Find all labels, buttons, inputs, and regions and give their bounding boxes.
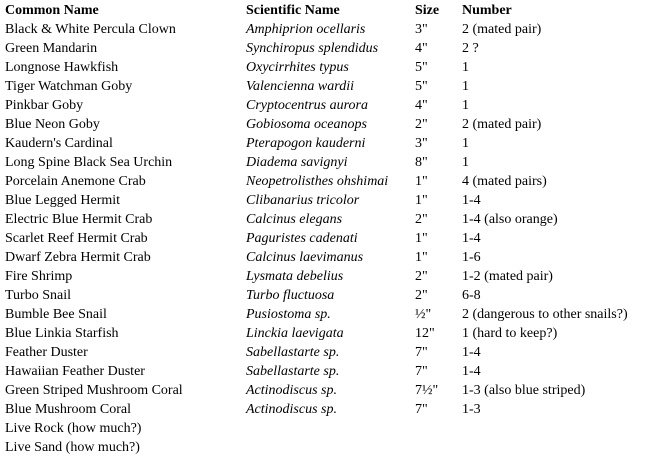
cell-scientific-name: Actinodiscus sp. — [246, 383, 337, 398]
table-row — [5, 343, 667, 362]
cell-number: 1-4 — [462, 345, 481, 360]
cell-common-name: Green Mandarin — [5, 41, 98, 56]
cell-scientific-name: Amphiprion ocellaris — [246, 22, 366, 37]
species-table — [5, 1, 667, 457]
cell-size: 5" — [415, 79, 428, 94]
cell-size: 1" — [415, 250, 428, 265]
cell-number: 1-4 — [462, 364, 481, 379]
cell-common-name: Blue Mushroom Coral — [5, 402, 131, 417]
cell-common-name: Kaudern's Cardinal — [5, 136, 113, 151]
cell-size: 2" — [415, 212, 428, 227]
cell-number: 1-4 — [462, 193, 481, 208]
cell-scientific-name: Oxycirrhites typus — [246, 60, 349, 75]
cell-scientific-name: Neopetrolisthes ohshimai — [246, 174, 389, 189]
cell-scientific-name: Calcinus laevimanus — [246, 250, 364, 265]
cell-common-name: Green Striped Mushroom Coral — [5, 383, 183, 398]
table-row — [5, 267, 667, 286]
cell-size: 7½" — [415, 383, 439, 398]
header-common-name: Common Name — [5, 3, 99, 18]
cell-common-name: Tiger Watchman Goby — [5, 79, 133, 94]
cell-size: 2" — [415, 288, 428, 303]
table-row — [5, 153, 667, 172]
cell-common-name: Blue Legged Hermit — [5, 193, 121, 208]
cell-size: ½" — [415, 307, 432, 322]
table-row — [5, 305, 667, 324]
cell-common-name: Dwarf Zebra Hermit Crab — [5, 250, 151, 265]
cell-scientific-name: Paguristes cadenati — [246, 231, 358, 246]
cell-size: 4" — [415, 41, 428, 56]
cell-common-name: Live Rock (how much?) — [5, 421, 142, 436]
cell-scientific-name: Cryptocentrus aurora — [246, 98, 368, 113]
table-row — [5, 229, 667, 248]
cell-scientific-name: Gobiosoma oceanops — [246, 117, 367, 132]
cell-number: 2 (mated pair) — [462, 22, 542, 37]
cell-number: 2 (mated pair) — [462, 117, 542, 132]
header-number: Number — [462, 3, 512, 18]
cell-size: 8" — [415, 155, 428, 170]
cell-common-name: Scarlet Reef Hermit Crab — [5, 231, 148, 246]
cell-size: 5" — [415, 60, 428, 75]
table-row — [5, 400, 667, 419]
cell-common-name: Turbo Snail — [5, 288, 72, 303]
cell-size: 4" — [415, 98, 428, 113]
cell-scientific-name: Diadema savignyi — [246, 155, 348, 170]
cell-scientific-name: Pusiostoma sp. — [246, 307, 331, 322]
cell-size: 2" — [415, 269, 428, 284]
cell-number: 4 (mated pairs) — [462, 174, 547, 189]
cell-number: 1 (hard to keep?) — [462, 326, 558, 341]
table-row — [5, 96, 667, 115]
table-row — [5, 39, 667, 58]
cell-scientific-name — [246, 438, 415, 457]
cell-number: 1-4 (also orange) — [462, 212, 558, 227]
table-row — [5, 210, 667, 229]
header-size: Size — [415, 3, 440, 18]
cell-size — [415, 438, 462, 457]
cell-scientific-name: Turbo fluctuosa — [246, 288, 335, 303]
cell-number: 1-4 — [462, 231, 481, 246]
cell-size: 2" — [415, 117, 428, 132]
cell-number: 1-6 — [462, 250, 481, 265]
cell-scientific-name: Lysmata debelius — [246, 269, 344, 284]
table-row — [5, 134, 667, 153]
cell-scientific-name: Sabellastarte sp. — [246, 345, 340, 360]
cell-number: 1 — [462, 155, 469, 170]
cell-number: 1 — [462, 79, 469, 94]
table-row — [5, 20, 667, 39]
table-body — [5, 20, 667, 457]
cell-common-name: Long Spine Black Sea Urchin — [5, 155, 173, 170]
cell-size: 3" — [415, 136, 428, 151]
cell-number: 1 — [462, 60, 469, 75]
cell-common-name: Live Sand (how much?) — [5, 440, 140, 455]
cell-size: 12" — [415, 326, 435, 341]
cell-scientific-name: Linckia laevigata — [246, 326, 344, 341]
cell-number: 2 ? — [462, 41, 479, 56]
cell-number: 6-8 — [462, 288, 481, 303]
cell-common-name: Black & White Percula Clown — [5, 22, 176, 37]
cell-size: 7" — [415, 345, 428, 360]
table-row — [5, 58, 667, 77]
cell-common-name: Bumble Bee Snail — [5, 307, 107, 322]
cell-number: 2 (dangerous to other snails?) — [462, 307, 628, 322]
cell-size: 7" — [415, 364, 428, 379]
cell-size: 3" — [415, 22, 428, 37]
cell-scientific-name: Actinodiscus sp. — [246, 402, 337, 417]
cell-common-name: Blue Linkia Starfish — [5, 326, 119, 341]
header-scientific-name: Scientific Name — [246, 3, 340, 18]
cell-common-name: Electric Blue Hermit Crab — [5, 212, 153, 227]
cell-size: 1" — [415, 174, 428, 189]
table-row — [5, 419, 667, 438]
table-row — [5, 286, 667, 305]
cell-size — [415, 419, 462, 438]
table-row — [5, 438, 667, 457]
table-row — [5, 381, 667, 400]
table-row — [5, 248, 667, 267]
cell-scientific-name: Clibanarius tricolor — [246, 193, 360, 208]
cell-common-name: Porcelain Anemone Crab — [5, 174, 146, 189]
cell-number: 1 — [462, 98, 469, 113]
cell-scientific-name: Synchiropus splendidus — [246, 41, 379, 56]
cell-number: 1-3 — [462, 402, 481, 417]
cell-common-name: Pinkbar Goby — [5, 98, 84, 113]
table-row — [5, 172, 667, 191]
cell-common-name: Longnose Hawkfish — [5, 60, 119, 75]
table-row — [5, 362, 667, 381]
cell-scientific-name: Sabellastarte sp. — [246, 364, 340, 379]
header-row — [5, 1, 667, 20]
table-row — [5, 324, 667, 343]
cell-size: 1" — [415, 193, 428, 208]
table-row — [5, 115, 667, 134]
cell-common-name: Blue Neon Goby — [5, 117, 100, 132]
cell-size: 1" — [415, 231, 428, 246]
cell-scientific-name: Valencienna wardii — [246, 79, 354, 94]
table-row — [5, 191, 667, 210]
cell-scientific-name: Calcinus elegans — [246, 212, 343, 227]
cell-number: 1-3 (also blue striped) — [462, 383, 586, 398]
cell-number: 1-2 (mated pair) — [462, 269, 553, 284]
cell-common-name: Hawaiian Feather Duster — [5, 364, 145, 379]
cell-common-name: Feather Duster — [5, 345, 88, 360]
cell-common-name: Fire Shrimp — [5, 269, 73, 284]
cell-number — [462, 438, 667, 457]
cell-size: 7" — [415, 402, 428, 417]
cell-number — [462, 419, 667, 438]
table-row — [5, 77, 667, 96]
cell-scientific-name: Pterapogon kauderni — [246, 136, 366, 151]
cell-scientific-name — [246, 419, 415, 438]
cell-number: 1 — [462, 136, 469, 151]
